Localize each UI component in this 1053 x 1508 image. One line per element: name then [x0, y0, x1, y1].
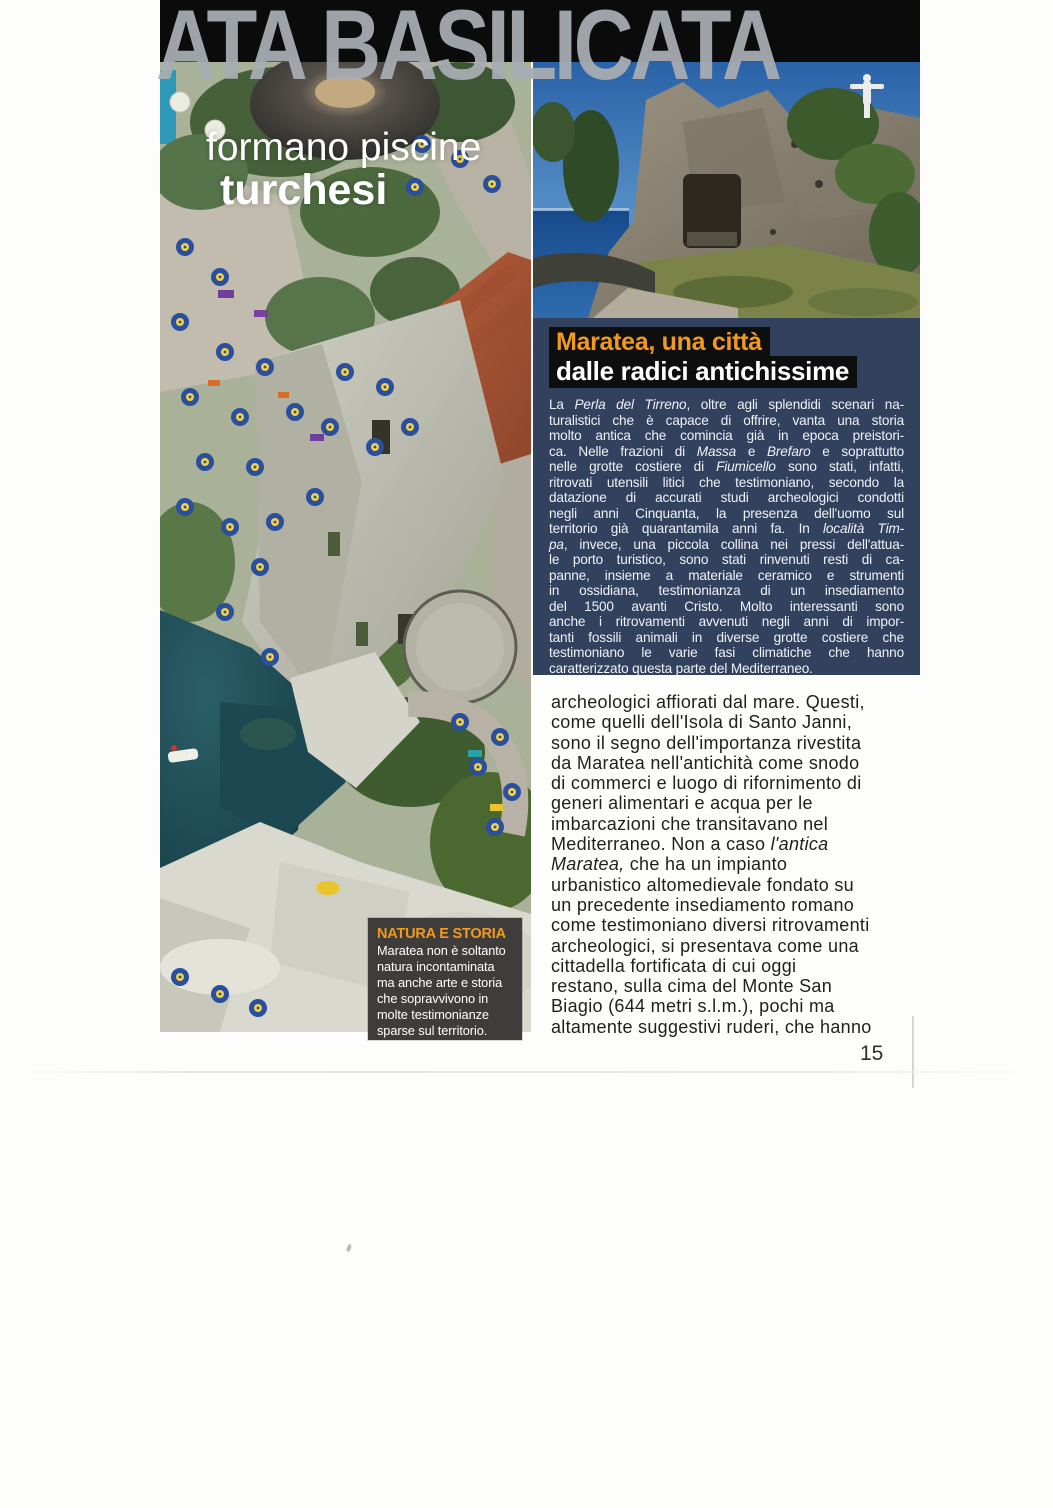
caption-line2: turchesi: [220, 166, 388, 214]
text-line: ritrovati utensili litici che testimoniano, secondo la: [549, 474, 904, 490]
text-line: anche i ritrovamenti avvenuti negli anni di impor-: [549, 614, 904, 630]
text-line: ca. Nelle frazioni di Massa e Brefaro e soprattutto: [549, 443, 904, 459]
page-header-title: ATA BASILICATA: [156, 0, 779, 100]
text-line: generi alimentari e acqua per le: [551, 793, 813, 814]
natura-e-storia-box: [368, 918, 522, 1040]
text-line: imbarcazioni che transitavano nel: [551, 813, 829, 834]
text-line: pa, invece, una piccola collina nei pressi dell'attua-: [549, 536, 904, 552]
text-line: Maratea non è soltanto: [377, 943, 506, 958]
text-line: natura incontaminata: [377, 959, 495, 974]
scan-speck: [346, 1244, 352, 1253]
text-line: datazione di accurati studi archeologici condotti: [549, 490, 904, 506]
headline-row-1: [549, 327, 904, 358]
text-line: Maratea, che ha un impianto: [551, 854, 788, 875]
scan-crease-line: [18, 1071, 1034, 1073]
headline-accent: Maratea, una città: [549, 327, 770, 358]
text-line: sparse sul territorio.: [377, 1023, 488, 1038]
text-line: turalistici che è capace di offrire, vanta una storia: [549, 412, 904, 428]
text-line: in ossidiana, testimonianza di un insediamento: [549, 583, 904, 599]
coast-aerial-photo: [160, 62, 531, 1032]
text-line: tanti fossili animali in diverse grotte costiere che: [549, 629, 904, 645]
text-line: sono il segno dell'importanza rivestita: [551, 732, 862, 753]
text-line: Biagio (644 metri s.l.m.), pochi ma: [551, 996, 835, 1017]
text-line: testimoniano le varie fasi climatiche che hanno: [549, 645, 904, 661]
text-line: restano, sulla cima del Monte San: [551, 976, 833, 997]
text-line: di commerci e luogo di rifornimento di: [551, 773, 862, 794]
page-number: 15: [860, 1042, 884, 1065]
text-line: archeologici, si presentava come una: [551, 935, 859, 956]
text-line: urbanistico altomedievale fondato su: [551, 874, 854, 895]
text-line: altamente suggestivi ruderi, che hanno: [551, 1016, 872, 1037]
text-line: del 1500 avanti Cristo. Molto interessanti sono: [549, 598, 904, 614]
natura-box-body: [377, 943, 513, 1039]
text-line: ma anche arte e storia: [377, 975, 503, 990]
text-line: Mediterraneo. Non a caso l'antica: [551, 834, 829, 855]
text-line: panne, insieme a materiale ceramico e strumenti: [549, 567, 904, 583]
history-panel: [533, 318, 920, 675]
text-line: le porto turistico, sono stati rinvenuti resti di ca-: [549, 552, 904, 568]
photo-caption: [206, 128, 481, 212]
text-line: caratterizzato questa parte del Mediterraneo.: [549, 660, 813, 676]
text-line: La Perla del Tirreno, oltre agli splendidi scenari na-: [549, 397, 904, 413]
text-line: negli anni Cinquanta, la presenza dell'uomo sul: [549, 505, 904, 521]
text-line: come quelli dell'Isola di Santo Janni,: [551, 712, 853, 733]
text-line: che sopravvivono in: [377, 991, 489, 1006]
text-line: molto antica che comincia già in epoca preistori-: [549, 428, 904, 444]
text-line: un precedente insediamento romano: [551, 894, 855, 915]
text-line: molte testimonianze: [377, 1007, 489, 1022]
text-line: cittadella fortificata di cui oggi: [551, 955, 797, 976]
natura-box-title: NATURA E STORIA: [377, 926, 506, 942]
panel-body-text: [549, 397, 904, 676]
text-line: archeologici affiorati dal mare. Questi,: [551, 692, 865, 712]
caption-line1: formano piscine: [206, 126, 482, 169]
text-line: territorio già quarantamila anni fa. In località Tim-: [549, 521, 904, 537]
text-line: da Maratea nell'antichità come snodo: [551, 752, 860, 773]
text-line: nelle grotte costiere di Fiumicello sono stati, infatti,: [549, 459, 904, 475]
headline-row-2: [549, 358, 904, 388]
text-line: come testimoniano diversi ritrovamenti: [551, 915, 870, 936]
article-body: [551, 692, 919, 1037]
headline-white: dalle radici antichissime: [549, 356, 857, 388]
